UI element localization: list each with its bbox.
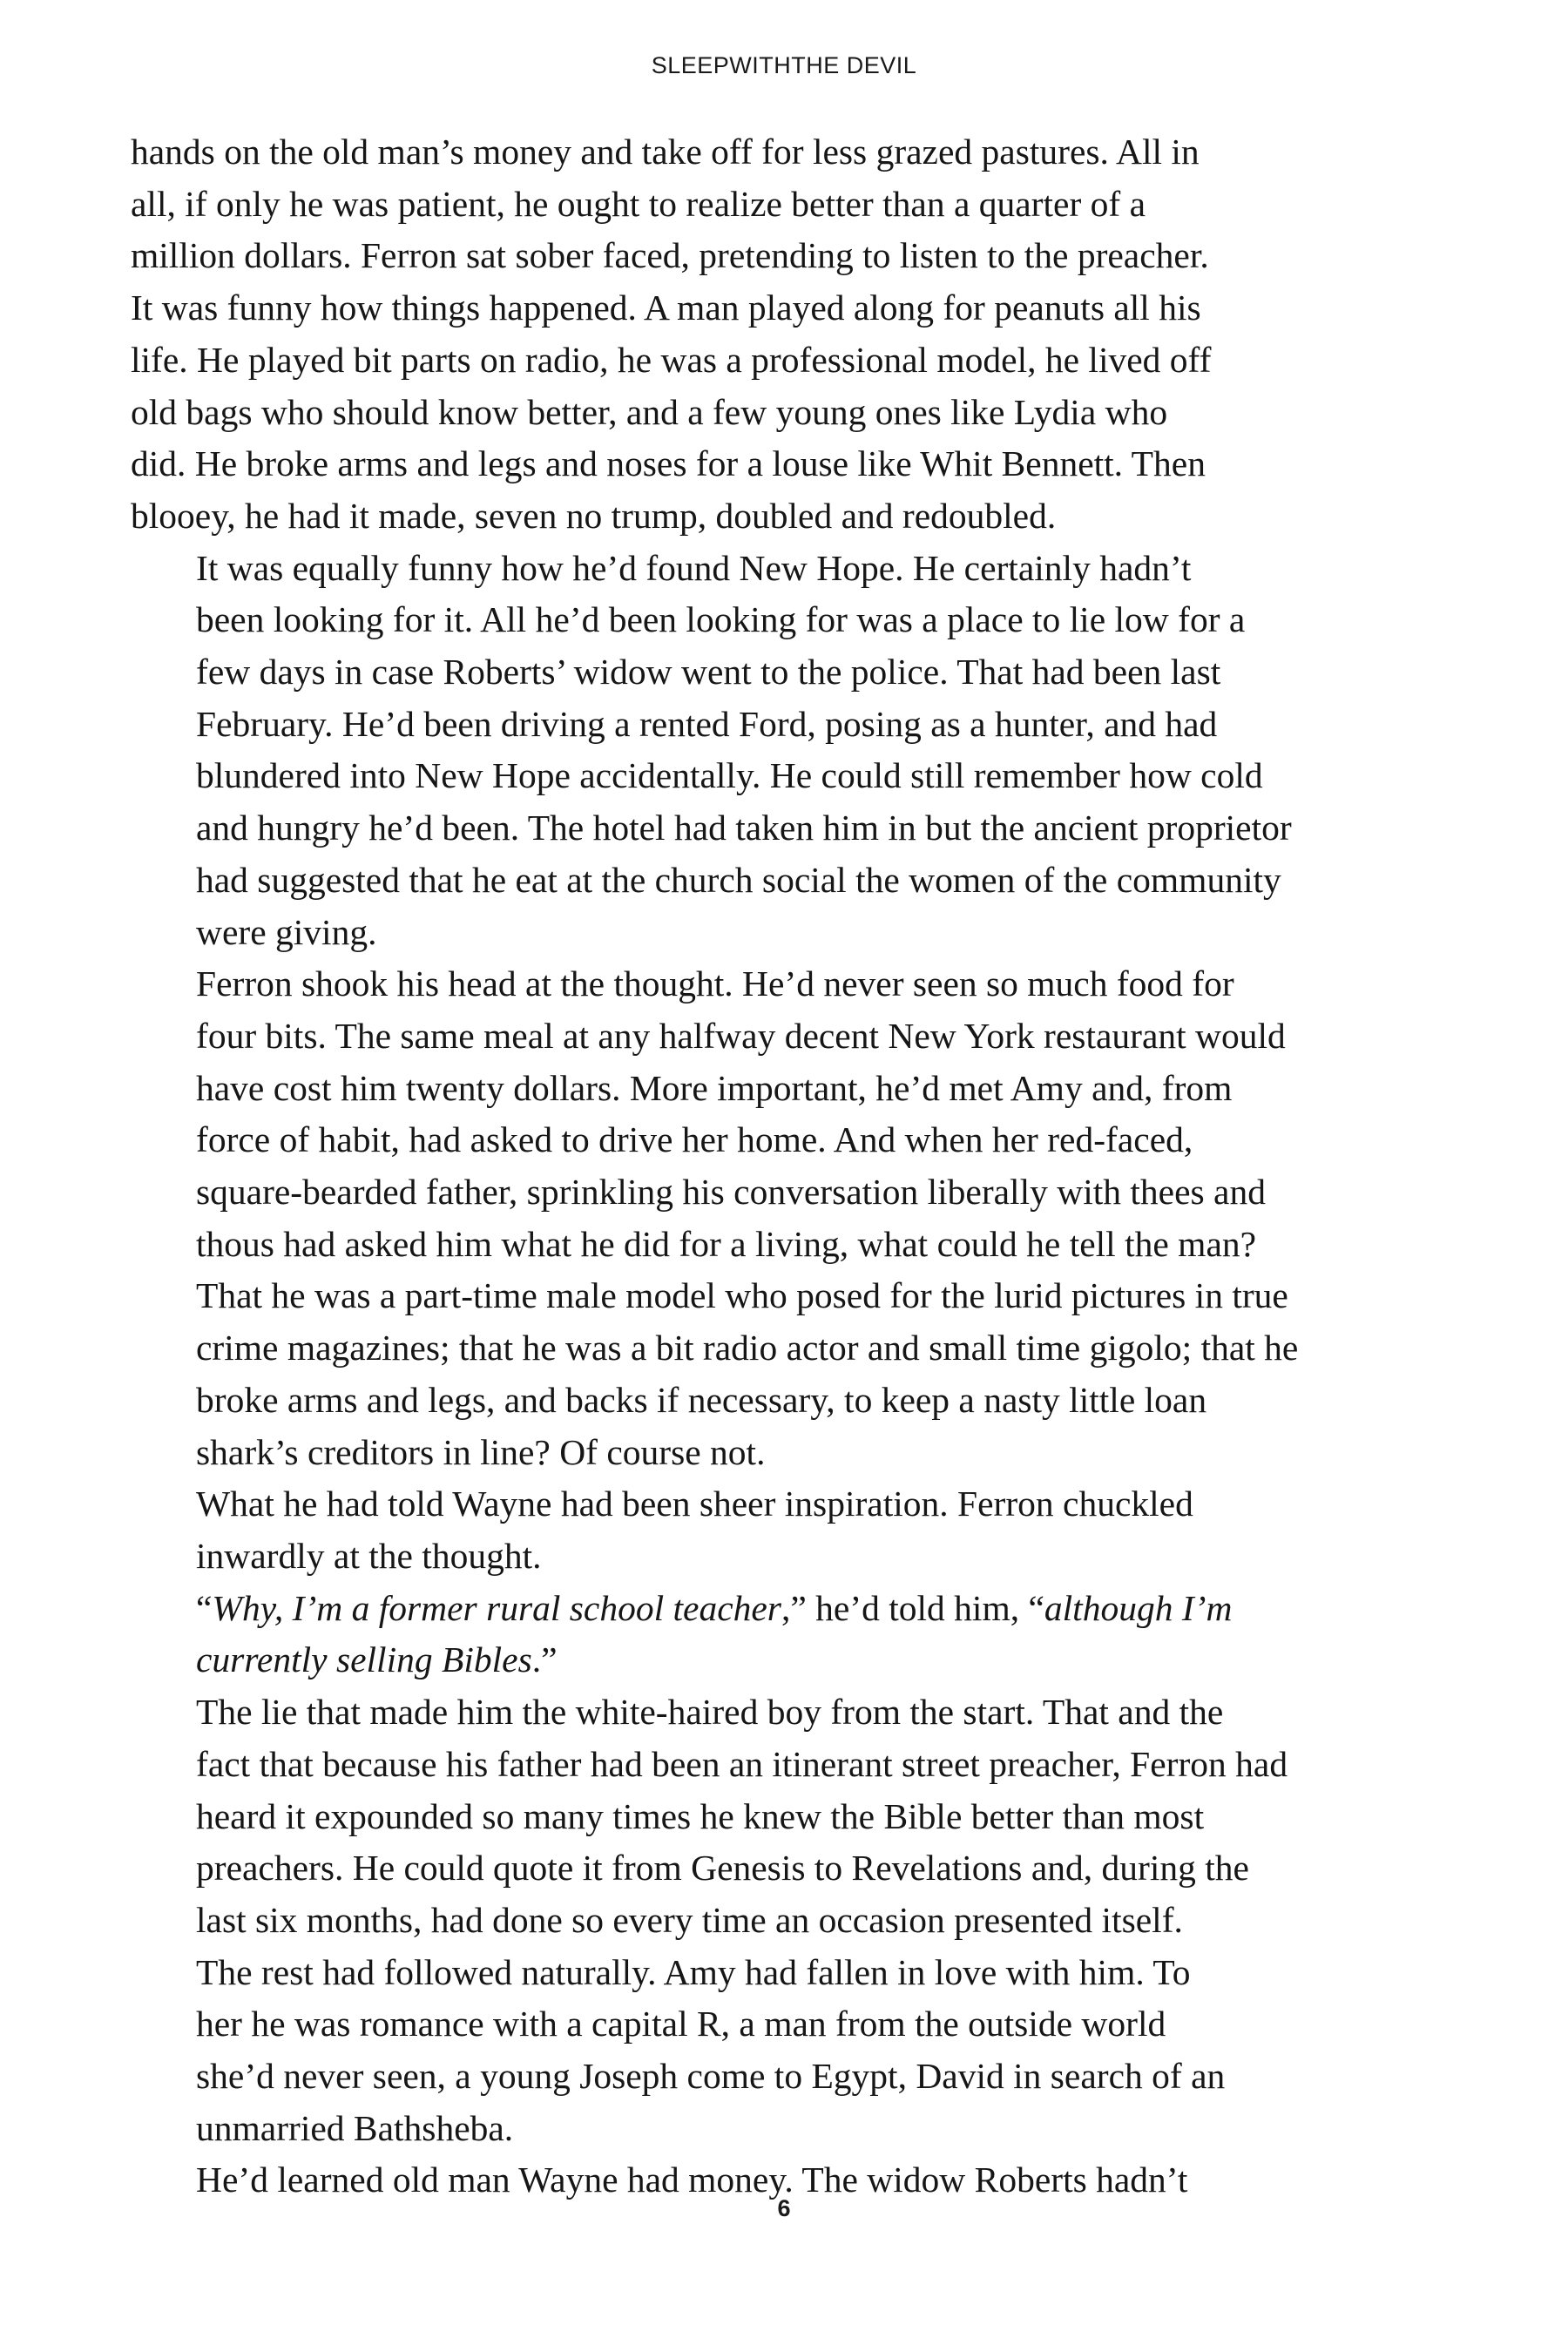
text-line: heard it expounded so many times he knew the Bible better than most bbox=[196, 1795, 1205, 1836]
text-line: The rest had followed naturally. Amy had fallen in love with him. To bbox=[196, 1951, 1191, 1992]
text-line: life. He played bit parts on radio, he was a professional model, he lived off bbox=[131, 339, 1212, 380]
running-head: SLEEPWITHTHE DEVIL bbox=[651, 52, 917, 78]
text-line: blundered into New Hope accidentally. He could still remember how cold bbox=[196, 755, 1263, 796]
text-line: inwardly at the thought. bbox=[196, 1535, 542, 1576]
text-line: she’d never seen, a young Joseph come to Egypt, David in search of an bbox=[196, 2056, 1226, 2097]
page-number: 6 bbox=[777, 2195, 791, 2221]
quote-open: “ bbox=[196, 1587, 213, 1628]
body-text bbox=[131, 126, 1437, 2207]
text-line: preachers. He could quote it from Genesis to Revelations and, during the bbox=[196, 1848, 1249, 1889]
text-line: broke arms and legs, and backs if necessary, to keep a nasty little loan bbox=[196, 1379, 1207, 1420]
quote-italic-2a: although I’m bbox=[1044, 1587, 1233, 1628]
text-line bbox=[131, 1583, 1437, 1635]
paragraph-7 bbox=[131, 1947, 1437, 2155]
text-line: The lie that made him the white-haired boy from the start. That and the bbox=[196, 1692, 1224, 1733]
quote-italic-2b: currently selling Bibles bbox=[196, 1639, 532, 1680]
text-line: million dollars. Ferron sat sober faced, pretending to listen to the preacher. bbox=[131, 235, 1209, 276]
text-line: It was funny how things happened. A man played along for peanuts all his bbox=[131, 287, 1201, 328]
text-line: did. He broke arms and legs and noses for a louse like Whit Bennett. Then bbox=[131, 443, 1206, 484]
text-line: He’d learned old man Wayne had money. The widow Roberts hadn’t bbox=[196, 2159, 1188, 2200]
quote-italic-1: Why, I’m a former rural school teacher bbox=[212, 1587, 781, 1628]
text-line: February. He’d been driving a rented Ford, posing as a hunter, and had bbox=[196, 703, 1218, 744]
text-line: blooey, he had it made, seven no trump, doubled and redoubled. bbox=[131, 495, 1057, 536]
paragraph-3 bbox=[131, 958, 1437, 1478]
text-line: and hungry he’d been. The hotel had taken him in but the ancient proprietor bbox=[196, 808, 1292, 848]
text-line: That he was a part-time male model who posed for the lurid pictures in true bbox=[196, 1275, 1288, 1316]
text-line: square-bearded father, sprinkling his conversation liberally with thees and bbox=[196, 1172, 1266, 1213]
text-line: force of habit, had asked to drive her home. And when her red-faced, bbox=[196, 1119, 1193, 1160]
text-line: thous had asked him what he did for a living, what could he tell the man? bbox=[196, 1223, 1257, 1264]
paragraph-1 bbox=[131, 126, 1437, 543]
text-line: It was equally funny how he’d found New Hope. He certainly hadn’t bbox=[196, 547, 1192, 588]
text-line: few days in case Roberts’ widow went to the police. That had been last bbox=[196, 652, 1221, 693]
text-line: shark’s creditors in line? Of course not. bbox=[196, 1431, 766, 1472]
quote-close: .” bbox=[531, 1639, 558, 1680]
quote-mid: ,” he’d told him, “ bbox=[781, 1587, 1044, 1628]
text-line: last six months, had done so every time an occasion presented itself. bbox=[196, 1899, 1183, 1940]
text-line: had suggested that he eat at the church social the women of the community bbox=[196, 859, 1281, 900]
text-line: been looking for it. All he’d been looking for was a place to lie low for a bbox=[196, 599, 1246, 640]
text-line: were giving. bbox=[196, 911, 377, 952]
text-line: have cost him twenty dollars. More important, he’d met Amy and, from bbox=[196, 1067, 1233, 1108]
text-line: fact that because his father had been an itinerant street preacher, Ferron had bbox=[196, 1743, 1288, 1784]
text-line: all, if only he was patient, he ought to realize better than a quarter of a bbox=[131, 183, 1146, 224]
paragraph-6 bbox=[131, 1686, 1437, 1947]
text-line: hands on the old man’s money and take off for less grazed pastures. All in bbox=[131, 132, 1200, 172]
text-line: old bags who should know better, and a few young ones like Lydia who bbox=[131, 391, 1168, 432]
text-line: What he had told Wayne had been sheer inspiration. Ferron chuckled bbox=[196, 1484, 1193, 1524]
text-line: Ferron shook his head at the thought. He’d never seen so much food for bbox=[196, 963, 1234, 1004]
text-line: her he was romance with a capital R, a man from the outside world bbox=[196, 2004, 1166, 2044]
paragraph-2 bbox=[131, 543, 1437, 959]
text-line: crime magazines; that he was a bit radio actor and small time gigolo; that he bbox=[196, 1328, 1299, 1369]
text-line: unmarried Bathsheba. bbox=[196, 2107, 514, 2148]
text-line bbox=[131, 1634, 1437, 1686]
text-line: four bits. The same meal at any halfway decent New York restaurant would bbox=[196, 1015, 1286, 1056]
paragraph-quote bbox=[131, 1583, 1437, 1686]
paragraph-4 bbox=[131, 1478, 1437, 1582]
